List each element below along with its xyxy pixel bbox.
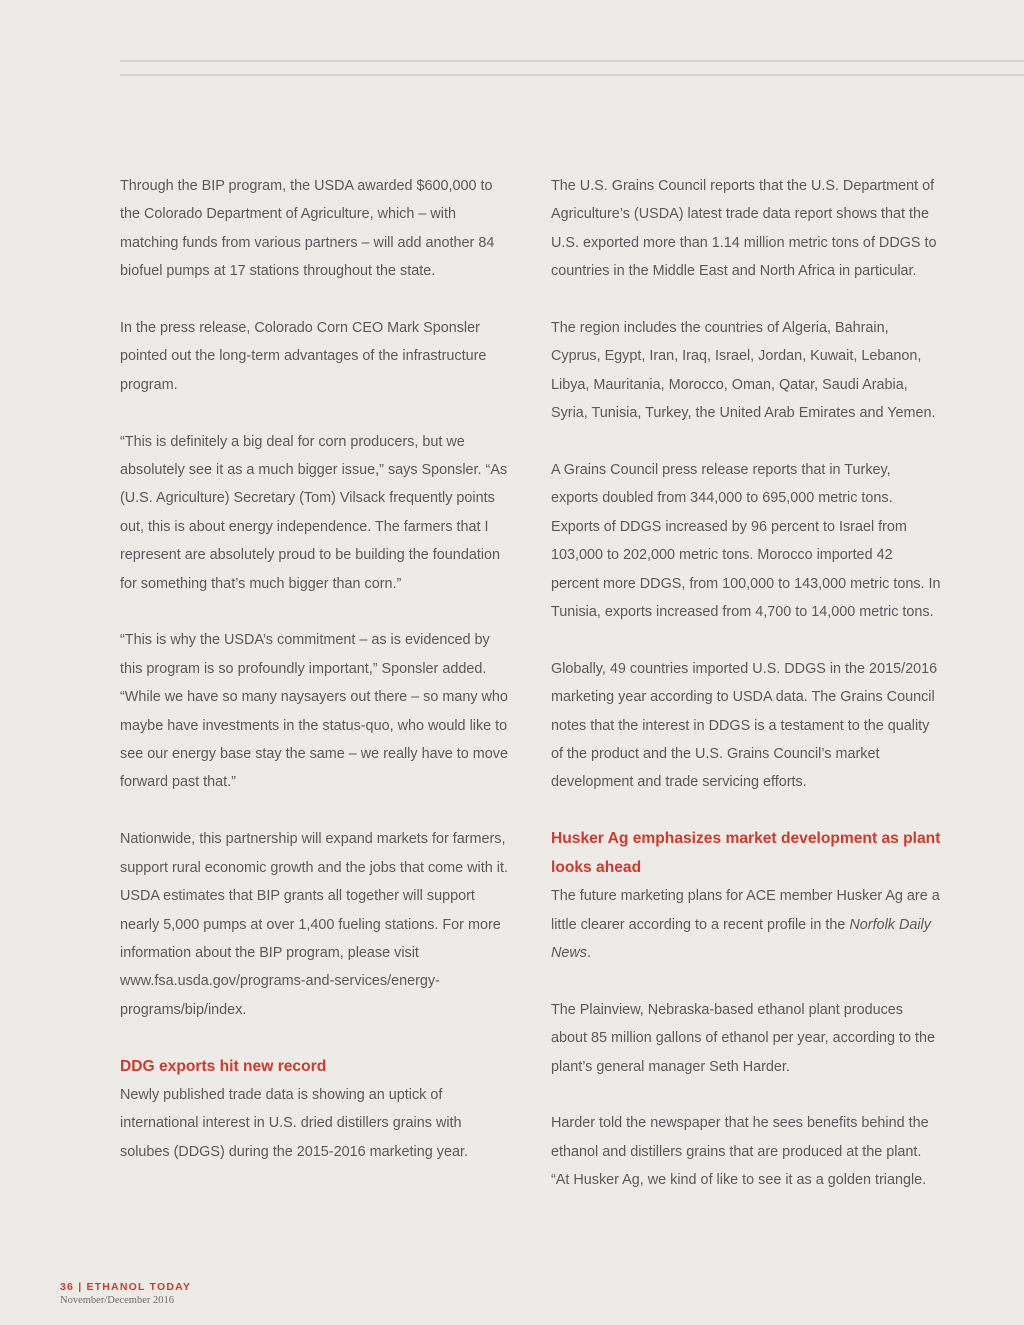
section-heading-husker-ag: Husker Ag emphasizes market development as plant looks ahead [551, 830, 941, 876]
right-paragraph-1: The U.S. Grains Council reports that the U.S. Department of Agriculture’s (USDA) latest trade data report shows that the U.S. exported more than 1.14 million metric tons of DDGS to countries in the Middle East and North Africa in particular. [551, 178, 937, 280]
left-paragraph-4: “This is why the USDA’s commitment – as is evidenced by this program is so profoundly important,” Sponsler added. “While we have so many naysayers out there – so many who maybe have investments in the status-quo, who would like to see our energy base stay the same – we really have to move forward past that.” [120, 632, 508, 791]
left-paragraph-2: In the press release, Colorado Corn CEO Mark Sponsler pointed out the long-term advantages of the infrastructure program. [120, 320, 487, 393]
left-paragraph-1: Through the BIP program, the USDA awarded $600,000 to the Colorado Department of Agriculture, which – with matching funds from various partners – will add another 84 biofuel pumps at 17 stations throughout the state. [120, 178, 495, 280]
page-number-magazine: 36 | ETHANOL TODAY [60, 1281, 192, 1293]
left-paragraph-3: “This is definitely a big deal for corn producers, but we absolutely see it as a much bigger issue,” says Sponsler. “As (U.S. Agriculture) Secretary (Tom) Vilsack frequently points out, this is about energy independence. The farmers that I represent are absolutely proud to be building the foundation for something that’s much bigger than corn.” [120, 433, 508, 592]
right-paragraph-6: The Plainview, Nebraska-based ethanol plant produces about 85 million gallons of ethanol per year, according to the plant’s general manager Seth Harder. [551, 1001, 936, 1075]
right-paragraph-5-text: The future marketing plans for ACE member Husker Ag are a little clearer according to a recent profile in the [551, 888, 940, 933]
right-paragraph-3: A Grains Council press release reports that in Turkey, exports doubled from 344,000 to 695,000 metric tons. Exports of DDGS increased by 96 percent to Israel from 103,000 to 202,000 metric tons. Morocco imported 42 percent more DDGS, from 100,000 to 143,000 metric tons. In Tunisia, exports increased from 4,700 to 14,000 metric tons. [551, 462, 941, 621]
issue-date: November/December 2016 [60, 1295, 174, 1306]
right-paragraph-2: The region includes the countries of Algeria, Bahrain, Cyprus, Egypt, Iran, Iraq, Israel, Jordan, Kuwait, Lebanon, Libya, Mauritania, Morocco, Oman, Qatar, Saudi Arabia, Syria, Tunisia, Turkey, the United Arab Emirates and Yemen. [551, 320, 936, 422]
right-paragraph-5 [551, 882, 941, 967]
right-paragraph-5-end: . [586, 944, 591, 961]
publication-name: Norfolk Daily News [551, 916, 931, 961]
page-footer [60, 1281, 191, 1307]
header-rule-top [120, 60, 1024, 62]
left-column [120, 172, 510, 1166]
section-heading-ddg-exports: DDG exports hit new record [120, 1057, 327, 1075]
header-rule-bottom [120, 74, 1024, 76]
left-paragraph-5: Nationwide, this partnership will expand markets for farmers, support rural economic growth and the jobs that come with it. USDA estimates that BIP grants all together will support nearly 5,000 pumps at over 1,400 fueling stations. For more information about the BIP program, please visit www.fsa.usda.gov/programs-and-services/energy-programs/bip/index. [120, 831, 508, 1018]
right-paragraph-7: Harder told the newspaper that he sees benefits behind the ethanol and distillers grains that are produced at the plant. “At Husker Ag, we kind of like to see it as a golden triangle. [551, 1115, 929, 1189]
left-paragraph-6: Newly published trade data is showing an uptick of international interest in U.S. dried distillers grains with solubes (DDGS) during the 2015-2016 marketing year. [120, 1086, 468, 1160]
right-paragraph-4: Globally, 49 countries imported U.S. DDGS in the 2015/2016 marketing year according to USDA data. The Grains Council notes that the interest in DDGS is a testament to the quality of the product and the U.S. Grains Council’s market development and trade servicing efforts. [551, 660, 938, 791]
right-column [551, 172, 941, 1195]
